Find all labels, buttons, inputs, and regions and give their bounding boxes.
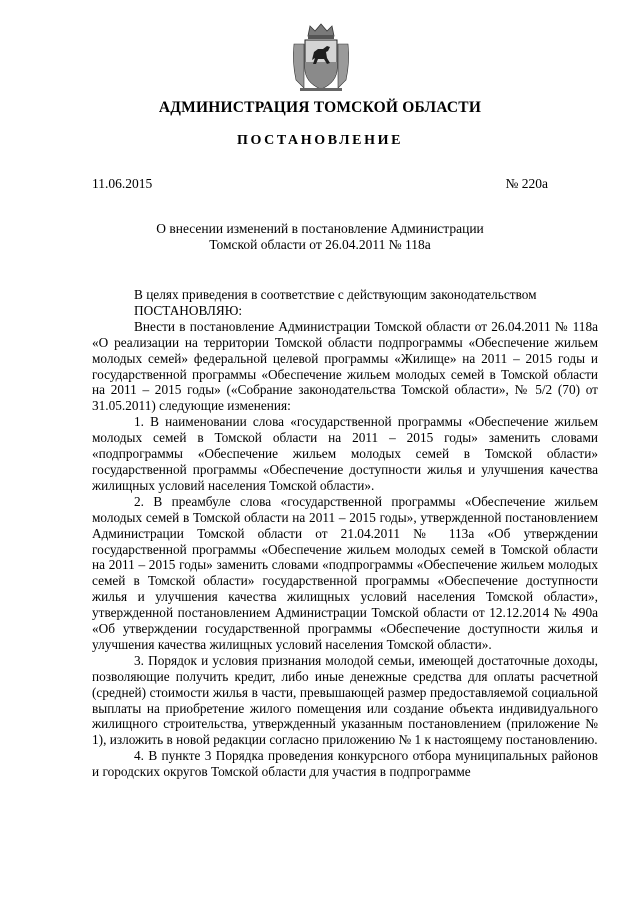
document-number: № 220а bbox=[505, 176, 548, 191]
subject-line-1: О внесении изменений в постановление Администрации bbox=[156, 221, 484, 236]
organization-title: АДМИНИСТРАЦИЯ ТОМСКОЙ ОБЛАСТИ bbox=[158, 99, 482, 116]
decree-word: ПОСТАНОВЛЯЮ: bbox=[134, 302, 243, 318]
document-date: 11.06.2015 bbox=[92, 176, 153, 191]
coat-of-arms-icon bbox=[290, 22, 352, 94]
item-4: 4. В пункте 3 Порядка проведения конкурсного отбора муниципальных районов и городских округов Томской области для участия в подпрограмме bbox=[92, 748, 598, 780]
intro-paragraph: Внести в постановление Администрации Томской области от 26.04.2011 № 118а «О реализации на территории Томской области подпрограммы «Обеспечение жильем молодых семей» федеральной целевой программы «Жилище» на 2011 – 2015 годы и государственной программы «Обеспечение жильем молодых семей в Томской области на 2011 – 2015 годы» («Собрание законодательства Томской области», № 5/2 (70) от 31.05.2011) следующие изменения: bbox=[92, 318, 598, 414]
item-2: 2. В преамбуле слова «государственной программы «Обеспечение жильем молодых семей в Томской области на 2011 – 2015 годы», утвержденной постановлением Администрации Томской области от 21.04.2011 № 113а «Об утверждении государственной программы «Обеспечение жильем молодых семей в Томской области на 2011 – 2015 годы» заменить словами «подпрограммы «Обеспечение жильем молодых семей в Томской области» государственной программы «Обеспечение доступности жилья и улучшения качества жилищных условий населения Томской области», утвержденной постановлением Администрации Томской области от 12.12.2014 № 490а «Об утверждении государственной программы «Обеспечение доступности жилья и улучшения качества жилищных условий населения Томской области». bbox=[92, 493, 598, 652]
item-3: 3. Порядок и условия признания молодой семьи, имеющей достаточные доходы, позволяющие получить кредит, либо иные денежные средства для оплаты расчетной (средней) стоимости жилья в части, превышающей размер предоставляемой социальной выплаты на приобретение жилого помещения или создание объекта индивидуального жилищного строительства, утвержденный указанным постановлением (приложение № 1), изложить в новой редакции согласно приложению № 1 к настоящему постановлению. bbox=[92, 652, 598, 748]
item-1: 1. В наименовании слова «государственной программы «Обеспечение жильем молодых семей в Томской области на 2011 – 2015 годы» заменить словами «подпрограммы «Обеспечение жильем молодых семей в Томской области» государственной программы «Обеспечение доступности жилья и улучшения качества жилищных условий населения Томской области». bbox=[92, 414, 598, 493]
document-body bbox=[92, 287, 598, 780]
document-subject bbox=[0, 221, 640, 253]
subject-line-2: Томской области от 26.04.2011 № 118а bbox=[209, 237, 431, 252]
document-type: ПОСТАНОВЛЕНИЕ bbox=[236, 133, 404, 148]
preamble: В целях приведения в соответствие с действующим законодательством bbox=[134, 287, 537, 302]
